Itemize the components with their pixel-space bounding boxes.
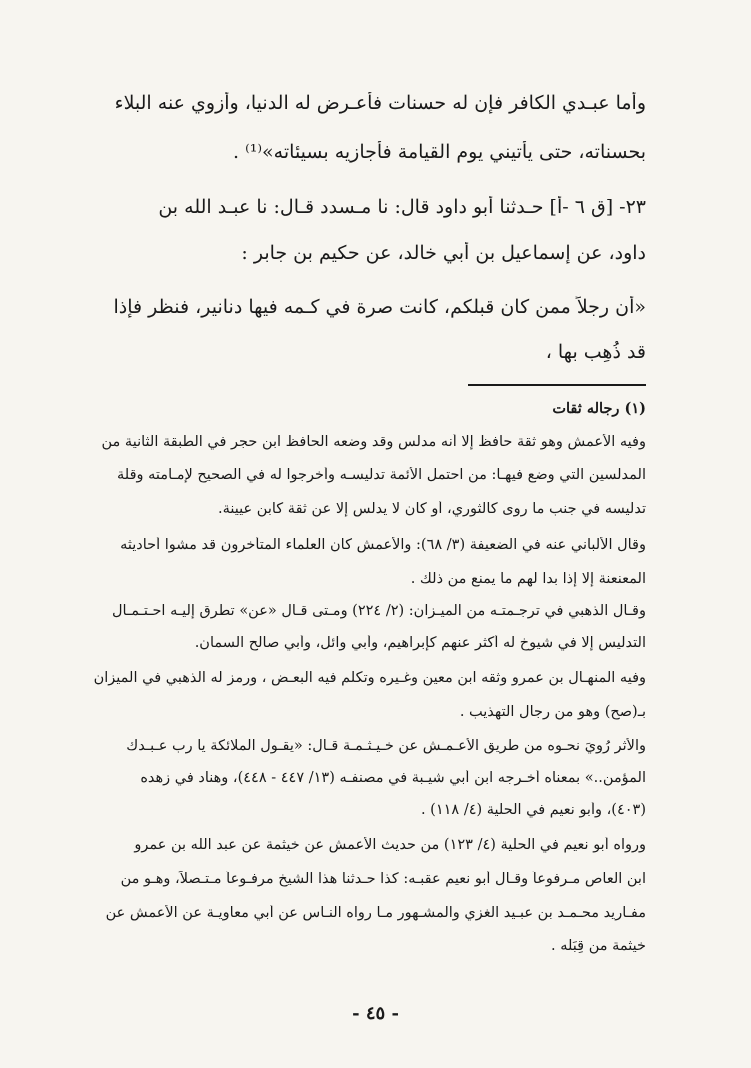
- main-text-line: وأما عبـدي الكافر فإن له حسنات فأعـرض له الدنيا، وأزوي عنه البلاء: [114, 92, 646, 114]
- footnote-heading: (١) رجاله ثقات: [552, 400, 646, 417]
- footnote-line: مفـاريد محـمـد بن عبـيد الغزي والمشـهور مـا رواه النـاس عن أبي معاويـة عن الأعمش عن: [105, 905, 646, 921]
- footnote-line: وقـال الذهبي في ترجـمتـه من الميـزان: (٢/ ٢٢٤) ومـتى قـال «عن» تطرق إليـه احـتـمـال: [112, 603, 646, 619]
- footnote-line: ابن العاص مـرفوعاً وقـال أبو نعيم عقبـه: كذا حـدثنا هذا الشيخ مرفـوعاً مـتـصلاً، وهـو من: [120, 871, 646, 887]
- footnote-line: المعنعنة إلا إذا بدا لهم ما يمنع من ذلك .: [410, 571, 646, 587]
- footnote-line: وفيه المنهـال بن عمرو وثقه ابن معين وغـيره وتكلم فيه البعـض ، ورمز له الذهبي في الميزان: [93, 670, 646, 686]
- footnote-line: تدليسه في جنب ما روى كالثوري، أو كان لا يدلس إلا عن ثقة كابن عيينة.: [218, 501, 646, 517]
- footnote-line: بـ(صح) وهو من رجال التهذيب .: [459, 704, 646, 720]
- page-number: - ٤٥ -: [352, 1003, 399, 1024]
- footnote-line: ورواه أبو نعيم في الحلية (٤/ ١٢٣) من حديث الأعمش عن خيثمة عن عبد الله بن عمرو: [134, 837, 646, 853]
- main-text-line: داود، عن إسماعيل بن أبي خالد، عن حكيم بن جابر :: [241, 242, 646, 264]
- footnote-line: وفيه الأعمش وهو ثقة حافظ إلا أنه مدلس وقد وضعه الحافظ ابن حجر في الطبقة الثانية من: [101, 434, 646, 450]
- footnote-line: خيثمة من قِبَله .: [551, 938, 646, 954]
- main-text-line: ٢٣- [ق ٦ -أ] حـدثنا أبو داود قال: نا مـسدد قـال: نا عبـد الله بن: [158, 196, 646, 218]
- footnote-line: وقال الألباني عنه في الضعيفة (٣/ ٦٨): والأعمش كان العلماء المتأخرون قد مشوا أحاديثه: [120, 537, 646, 553]
- footnote-line: (٤٠٣)، وأبو نعيم في الحلية (٤/ ١١٨) .: [420, 802, 646, 818]
- footnote-line: المدلسين التي وضع فيهـا: من احتمل الأئمة تدليسـه وأخرجوا له في الصحيح لإمـامته وقلة: [117, 467, 646, 483]
- main-text-line: «أن رجلاً ممن كان قبلكم، كانت صرة في كـمه فيها دنانير، فنظر فإذا: [113, 296, 646, 318]
- footnote-separator: [468, 384, 646, 386]
- footnote-line: والأثر رُوِيَ نحـوه من طريق الأعـمـش عن خـيـثـمـة قـال: «يقـول الملائكة يا رب عـبـدك: [126, 738, 646, 754]
- footnote-line: المؤمن..» بمعناه أخـرجه ابن أبي شيـبة في مصنفـه (١٣/ ٤٤٧ - ٤٤٨)، وهناد في زهده: [140, 770, 646, 786]
- main-text-line: بحسناته، حتى يأتيني يوم القيامة فأجازيه بسيئاته»⁽¹⁾ .: [233, 141, 646, 163]
- footnote-line: التدليس إلا في شيوخ له أكثر عنهم كإبراهيم، وأبي وائل، وأبي صالح السمان.: [194, 635, 646, 651]
- main-text-line: قد ذُهِب بها ،: [545, 341, 646, 363]
